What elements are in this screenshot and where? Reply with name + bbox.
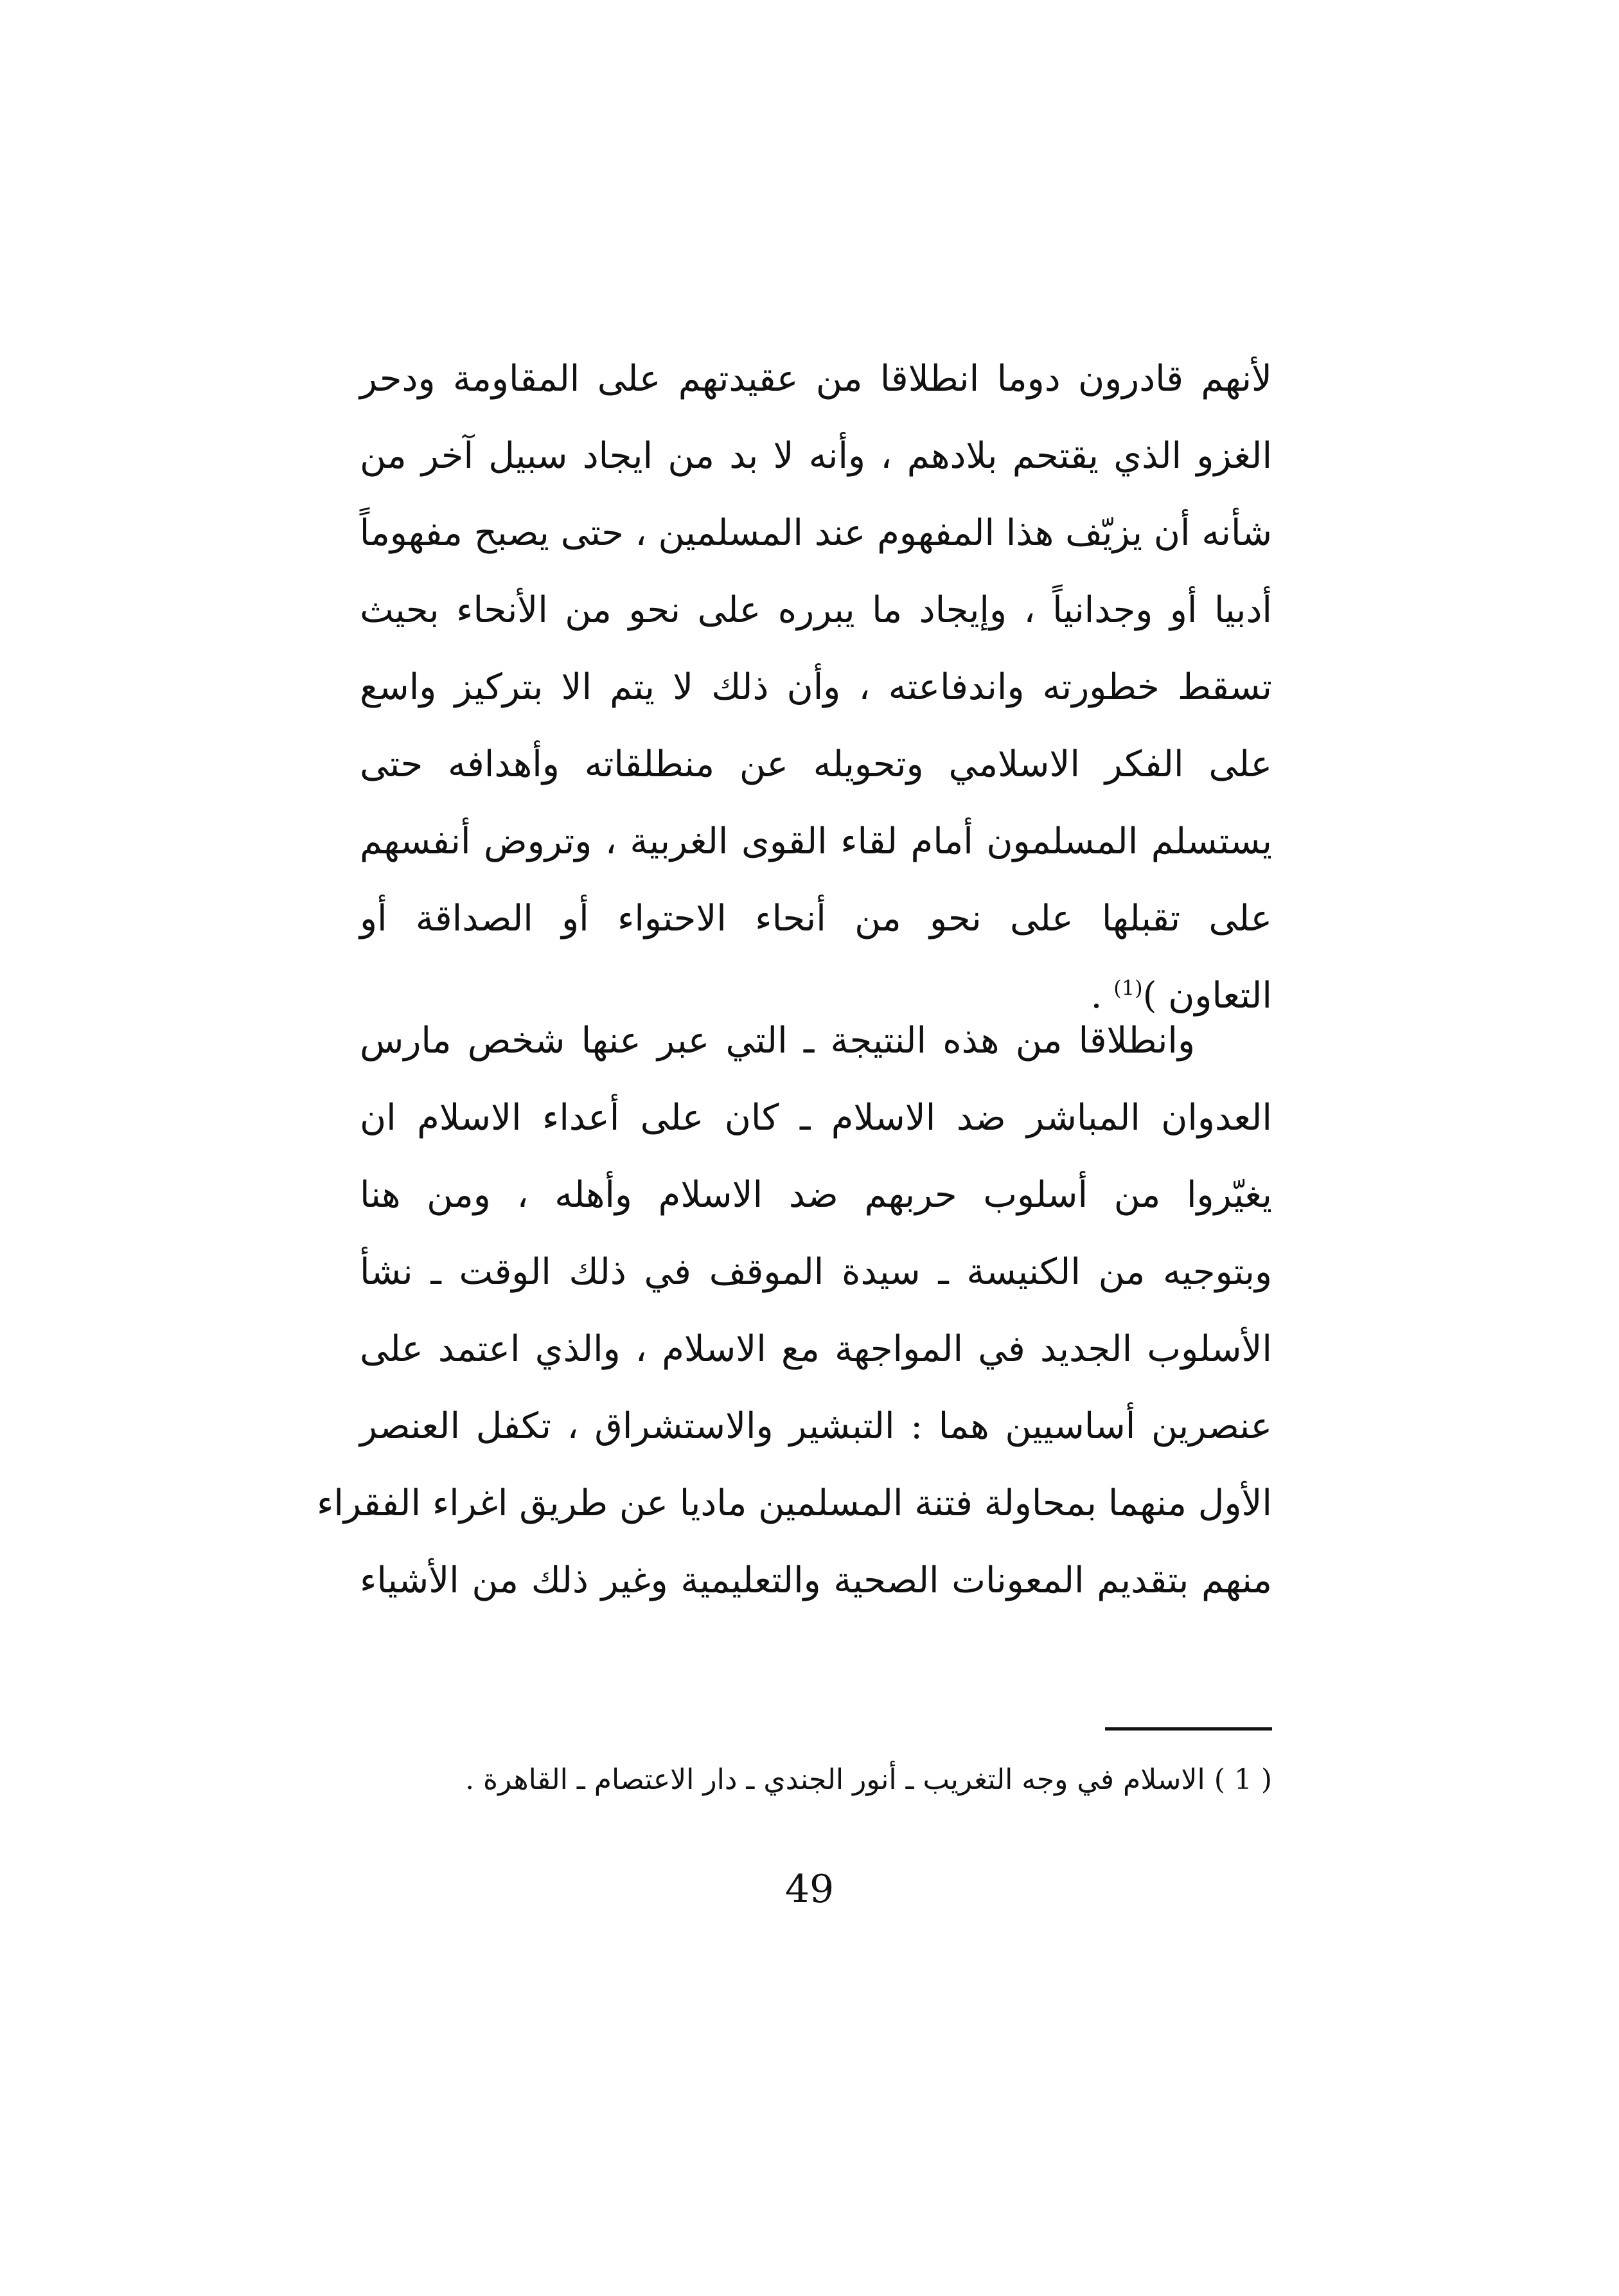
text-line: شأنه أن يزيّف هذا المفهوم عند المسلمين ، حتى يصبح مفهوماً (359, 512, 1272, 554)
text-line: تسقط خطورته واندفاعته ، وأن ذلك لا يتم الا بتركيز واسع (360, 666, 1272, 708)
text-line: عنصرين أساسيين هما : التبشير والاستشراق ، تكفل العنصر (360, 1405, 1272, 1447)
line-text: التعاون ) (1142, 975, 1272, 1017)
text-line: على تقبلها على نحو من أنحاء الاحتواء أو الصداقة أو (360, 898, 1272, 939)
text-line-indented: وانطلاقا من هذه النتيجة ـ التي عبر عنها شخص مارس (360, 1020, 1195, 1062)
text-line: الأسلوب الجديد في المواجهة مع الاسلام ، والذي اعتمد على (360, 1328, 1272, 1370)
text-line: وبتوجيه من الكنيسة ـ سيدة الموقف في ذلك الوقت ـ نشأ (360, 1251, 1272, 1293)
page-number: 49 (784, 1867, 835, 1912)
text-line: لأنهم قادرون دوما انطلاقا من عقيدتهم على المقاومة ودحر (360, 358, 1272, 400)
text-line: يغيّروا من أسلوب حربهم ضد الاسلام وأهله ، ومن هنا (360, 1174, 1272, 1216)
footnote-divider (1105, 1727, 1272, 1731)
paragraph-1 (360, 341, 1272, 1035)
line-end: . (1090, 975, 1114, 1017)
footnote-reference[interactable]: (1) (1113, 975, 1143, 1001)
footnote: ( 1 ) الاسلام في وجه التغريب ـ أنور الجندي ـ دار الاعتصام ـ القاهرة . (465, 1763, 1272, 1796)
text-line: منهم بتقديم المعونات الصحية والتعليمية وغير ذلك من الأشياء (360, 1560, 1272, 1601)
text-line: يستسلم المسلمون أمام لقاء القوى الغربية ، وتروض أنفسهم (360, 821, 1272, 862)
text-line: أدبيا أو وجدانياً ، وإيجاد ما يبرره على نحو من الأنحاء بحيث (360, 589, 1272, 631)
paragraph-2 (316, 1002, 1272, 1619)
text-line: الأول منهما بمحاولة فتنة المسلمين ماديا عن طريق اغراء الفقراء (316, 1482, 1272, 1524)
text-line: على الفكر الاسلامي وتحويله عن منطلقاته وأهدافه حتى (360, 743, 1272, 785)
text-line: العدوان المباشر ضد الاسلام ـ كان على أعداء الاسلام ان (360, 1097, 1272, 1139)
text-line: الغزو الذي يقتحم بلادهم ، وأنه لا بد من ايجاد سبيل آخر من (360, 435, 1272, 477)
